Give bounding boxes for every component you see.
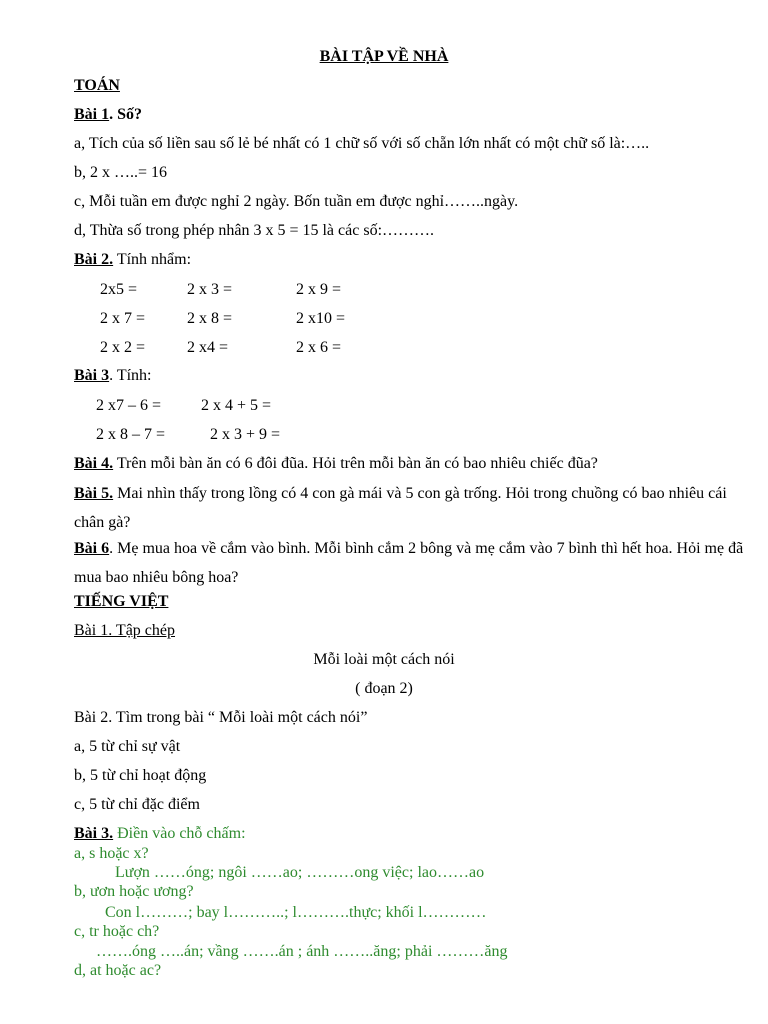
math-ex1-label: Bài 1	[74, 106, 110, 123]
math-ex2-suffix: Tính nhẩm:	[113, 251, 192, 268]
math-ex5-text: Mai nhìn thấy trong lồng có 4 con gà mái và 5 con gà trống. Hỏi trong chuồng có bao nhiêu cái chân gà?	[74, 485, 727, 531]
vn-ex3-heading	[74, 824, 246, 844]
math-ex1-item-d: d, Thừa số trong phép nhân 3 x 5 = 15 là các số:……….	[74, 222, 435, 239]
math-ex2-cell: 2 x 6 =	[296, 339, 342, 356]
vn-ex3-b-text: Con l………; bay l………..; l……….thực; khối l…………	[105, 904, 487, 921]
math-ex4-label: Bài 4.	[74, 455, 114, 472]
vn-ex3-d-label: d, at hoặc ac?	[74, 962, 162, 979]
vn-ex2-item-a: a, 5 từ chỉ sự vật	[74, 738, 181, 755]
math-ex1-item-a: a, Tích của số liền sau số lẻ bé nhất có 1 chữ số với số chẵn lớn nhất có một chữ số là:…..	[74, 135, 650, 152]
math-ex2-cell: 2x5 =	[100, 281, 138, 298]
vn-ex3-a-label: a, s hoặc x?	[74, 845, 149, 862]
vn-ex3-a-text: Lượn ……óng; ngôi ……ao; ………ong việc; lao……ao	[115, 864, 485, 881]
math-ex3-cell: 2 x7 – 6 =	[96, 397, 162, 414]
math-ex5	[74, 479, 744, 537]
math-ex2-cell: 2 x 2 =	[100, 339, 146, 356]
math-ex3-label: Bài 3	[74, 367, 110, 384]
math-ex1-heading	[74, 105, 142, 125]
math-ex3-cell: 2 x 4 + 5 =	[201, 397, 272, 414]
math-ex3-cell: 2 x 8 – 7 =	[96, 426, 166, 443]
math-ex1-item-c: c, Mỗi tuần em được nghỉ 2 ngày. Bốn tuần em được nghỉ……..ngày.	[74, 193, 519, 210]
math-ex3-cell: 2 x 3 + 9 =	[210, 426, 281, 443]
math-ex4	[74, 454, 598, 474]
vn-ex1-label: Bài 1. Tập chép	[74, 622, 176, 639]
math-ex1-item-b: b, 2 x …..= 16	[74, 164, 168, 181]
math-ex2-cell: 2 x10 =	[296, 310, 346, 327]
math-ex3-heading	[74, 366, 152, 386]
math-ex2-cell: 2 x 8 =	[187, 310, 233, 327]
math-ex2-label: Bài 2.	[74, 251, 114, 268]
math-ex6-text: . Mẹ mua hoa về cắm vào bình. Mỗi bình cắm 2 bông và mẹ cắm vào 7 bình thì hết hoa. Hỏi mẹ đã mua bao nhiêu bông hoa?	[74, 540, 744, 586]
math-ex2-heading	[74, 250, 191, 270]
vn-poem-title: Mỗi loài một cách nói	[313, 651, 455, 668]
page-title: BÀI TẬP VỀ NHÀ	[319, 48, 449, 65]
vn-ex2-intro: Bài 2. Tìm trong bài “ Mỗi loài một cách nói”	[74, 709, 368, 726]
math-ex1-suffix: . Số?	[109, 106, 143, 123]
math-ex4-text: Trên mỗi bàn ăn có 6 đôi đũa. Hỏi trên mỗi bàn ăn có bao nhiêu chiếc đũa?	[113, 455, 598, 472]
vn-ex3-b-label: b, ươn hoặc ương?	[74, 883, 194, 900]
vn-ex2-item-c: c, 5 từ chỉ đặc điểm	[74, 796, 200, 813]
math-ex2-cell: 2 x 3 =	[187, 281, 233, 298]
vn-ex2-item-b: b, 5 từ chỉ hoạt động	[74, 767, 207, 784]
math-ex6	[74, 534, 744, 592]
math-ex3-suffix: . Tính:	[109, 367, 152, 384]
math-heading: TOÁN	[74, 77, 120, 94]
vn-ex3-c-label: c, tr hoặc ch?	[74, 923, 160, 940]
math-ex2-cell: 2 x 7 =	[100, 310, 146, 327]
math-ex6-label: Bài 6	[74, 540, 110, 557]
vn-poem-part: ( đoạn 2)	[355, 680, 413, 697]
vn-ex3-suffix: Điền vào chỗ chấm:	[113, 825, 246, 842]
math-ex5-label: Bài 5.	[74, 485, 114, 502]
vn-ex3-c-text: …….óng …..án; vầng …….án ; ánh ……..ăng; phải ………ăng	[96, 943, 508, 960]
vietnamese-heading: TIẾNG VIỆT	[74, 593, 169, 610]
math-ex2-cell: 2 x4 =	[187, 339, 229, 356]
vn-ex3-label: Bài 3.	[74, 825, 114, 842]
math-ex2-cell: 2 x 9 =	[296, 281, 342, 298]
